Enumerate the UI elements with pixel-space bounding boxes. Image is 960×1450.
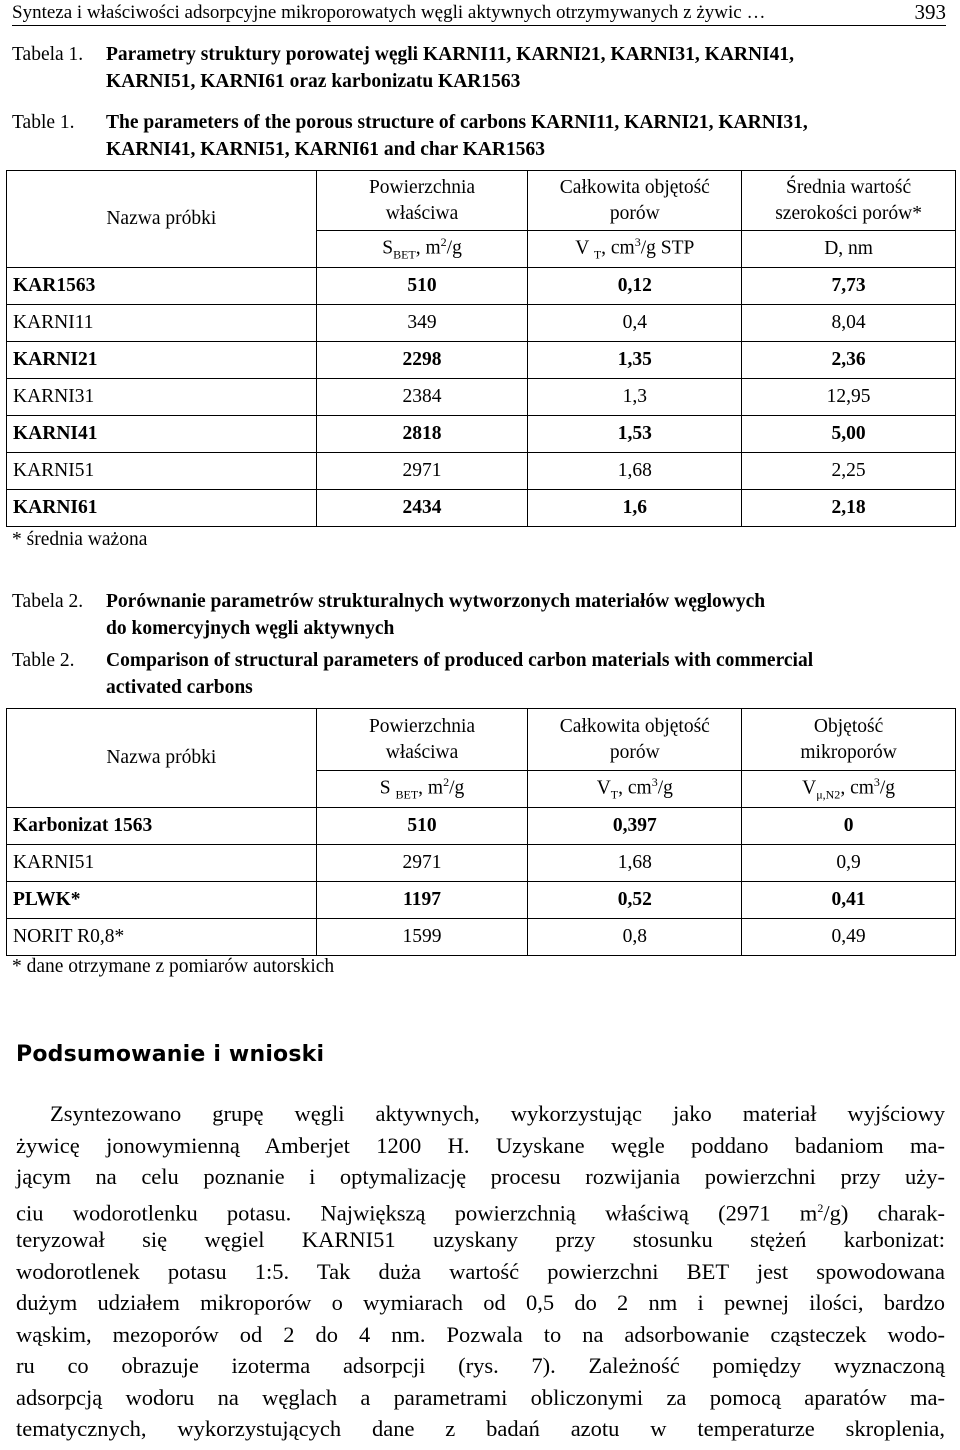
- table2-unit-micro-sub: μ,N2: [816, 787, 841, 802]
- table2-caption-pl-line2: do komercyjnych węgli aktywnych: [106, 618, 395, 639]
- paragraph-line-text: ciu wodorotlenku potasu. Największą powierzchnią właściwą (2971 m: [16, 1200, 818, 1225]
- paragraph-line: [16, 1287, 945, 1319]
- table2-cell-vm: 0,41: [742, 882, 956, 919]
- paragraph-line: [16, 1413, 945, 1445]
- summary-paragraph: [16, 1098, 945, 1445]
- table1-row: [7, 416, 956, 453]
- running-title: Synteza i właściwości adsorpcyjne mikroporowatych węgli aktywnych otrzymywanych z żywic …: [12, 2, 766, 23]
- table2-header-name: Nazwa próbki: [7, 709, 317, 808]
- table1-cell-d: 2,25: [742, 453, 956, 490]
- table2-unit-volume: [528, 771, 742, 808]
- table2-unit-surface-mid: , m: [418, 777, 444, 799]
- table1-cell-d: 12,95: [742, 379, 956, 416]
- table2-header-surface-line2: właściwa: [385, 741, 459, 763]
- table1-cell-d: 2,18: [742, 490, 956, 527]
- table1-cell-v: 1,6: [528, 490, 742, 527]
- paragraph-line-text: jącym na celu poznanie i optymalizację procesu rozwijania powierzchni przy uży-: [16, 1164, 945, 1189]
- table2-caption-pl-text: [106, 588, 946, 642]
- table2-unit-volume-mid: , cm: [618, 777, 652, 799]
- table1-unit-volume: [528, 231, 742, 268]
- table1-cell-name: KARNI51: [7, 453, 317, 490]
- table2-unit-surface-post: /g: [449, 777, 465, 799]
- table2-cell-vm: 0,49: [742, 919, 956, 956]
- table1-cell-v: 0,4: [528, 305, 742, 342]
- table1-caption-en-label: Table 1.: [12, 112, 75, 133]
- table1-cell-s: 2971: [316, 453, 528, 490]
- paragraph-line-text: adsorpcją wodoru na węglach a parametrami obliczonymi za pomocą aparatów ma-: [16, 1384, 945, 1410]
- table2-footnote: * dane otrzymane z pomiarów autorskich: [12, 956, 335, 977]
- table1-cell-v: 1,53: [528, 416, 742, 453]
- table1-cell-s: 2818: [316, 416, 528, 453]
- table1-row: [7, 453, 956, 490]
- table2-cell-name: NORIT R0,8*: [7, 919, 317, 956]
- table2-unit-micro-mid: , cm: [840, 777, 874, 799]
- table1-unit-surface-mid: , m: [415, 237, 441, 259]
- table1-caption-en-text: [106, 109, 946, 163]
- table2-unit-micro-symbol: V: [802, 777, 817, 799]
- table1-cell-name: KAR1563: [7, 268, 317, 305]
- table1-header-volume: [528, 171, 742, 231]
- table2-cell-s: 510: [316, 808, 528, 845]
- table2-cell-v: 0,52: [528, 882, 742, 919]
- section-title: Podsumowanie i wnioski: [16, 1042, 325, 1067]
- table1-header-width: [742, 171, 956, 231]
- table1-body: [7, 268, 956, 527]
- paragraph-line: [16, 1382, 945, 1414]
- paragraph-line: [16, 1130, 945, 1162]
- table2-cell-name: KARNI51: [7, 845, 317, 882]
- table2-unit-volume-symbol: V: [596, 777, 611, 799]
- paragraph-line-text: Zsyntezowano grupę węgli aktywnych, wykorzystując jako materiał wyjściowy: [50, 1101, 945, 1126]
- paragraph-line-text: teryzował się węgiel KARNI51 uzyskany przy stosunku stężeń karbonizat:: [16, 1227, 945, 1252]
- paragraph-line: [16, 1319, 945, 1351]
- table2-header-volume-line2: porów: [609, 741, 660, 763]
- table1-cell-v: 1,3: [528, 379, 742, 416]
- table1-caption-en-line1: The parameters of the porous structure of carbons KARNI11, KARNI21, KARNI31,: [106, 112, 808, 133]
- table2-header-micro-line2: mikroporów: [800, 741, 897, 763]
- table1-cell-name: KARNI31: [7, 379, 317, 416]
- table1-cell-v: 1,68: [528, 453, 742, 490]
- table1-cell-v: 0,12: [528, 268, 742, 305]
- table2-header-surface-line1: Powierzchnia: [368, 715, 476, 737]
- table2-header-surface: [316, 709, 528, 771]
- table1-unit-surface-post: /g: [446, 237, 462, 259]
- table2-caption-pl-line1: Porównanie parametrów strukturalnych wytworzonych materiałów węglowych: [106, 591, 766, 612]
- table1-caption-pl-label: Tabela 1.: [12, 44, 84, 65]
- table1-footnote: * średnia ważona: [12, 529, 148, 550]
- table2-cell-s: 1197: [316, 882, 528, 919]
- paragraph-sup: 2: [817, 1200, 824, 1215]
- table2-caption-en: [12, 647, 952, 707]
- table2: [6, 708, 956, 956]
- table2-cell-s: 2971: [316, 845, 528, 882]
- table1-caption-en-line2: KARNI41, KARNI51, KARNI61 and char KAR1563: [106, 139, 545, 160]
- table2-row: [7, 919, 956, 956]
- table1-row: [7, 268, 956, 305]
- table2-cell-v: 1,68: [528, 845, 742, 882]
- table1-cell-s: 2384: [316, 379, 528, 416]
- table1-caption-pl-line2: KARNI51, KARNI61 oraz karbonizatu KAR1563: [106, 71, 521, 92]
- table1-unit-volume-mid: , cm: [601, 237, 635, 259]
- table2-cell-name: Karbonizat 1563: [7, 808, 317, 845]
- table2-caption-pl: [12, 588, 952, 648]
- table2-cell-v: 0,397: [528, 808, 742, 845]
- running-header: [12, 0, 946, 26]
- table1-cell-d: 7,73: [742, 268, 956, 305]
- table1-unit-volume-symbol: V: [575, 237, 589, 259]
- table1-unit-surface-symbol: S: [382, 237, 394, 259]
- table2-caption-en-line2: activated carbons: [106, 677, 253, 698]
- paragraph-line-text: żywicę jonowymienną Amberjet 1200 H. Uzyskane węgle poddano badaniom ma-: [16, 1132, 945, 1158]
- table1-unit-volume-sub: T: [593, 247, 602, 262]
- paragraph-line: [16, 1256, 945, 1288]
- table1-cell-s: 510: [316, 268, 528, 305]
- paragraph-line-tail: /g) charak-: [823, 1200, 945, 1225]
- table2-cell-s: 1599: [316, 919, 528, 956]
- paragraph-line: [16, 1350, 945, 1382]
- page-number: 393: [914, 0, 946, 24]
- table1-cell-name: KARNI41: [7, 416, 317, 453]
- table2-header-micro: [742, 709, 956, 771]
- table2-unit-micro-sup: 3: [873, 775, 880, 790]
- table1-header-volume-line1: Całkowita objętość: [559, 176, 710, 198]
- table1-cell-d: 5,00: [742, 416, 956, 453]
- table1-unit-width: D, nm: [742, 231, 956, 268]
- table1-header-width-line1: Średnia wartość: [786, 176, 912, 198]
- table2-header-volume-line1: Całkowita objętość: [559, 715, 710, 737]
- table1-row: [7, 379, 956, 416]
- table1-caption-pl-text: [106, 41, 946, 95]
- table1-header-volume-line2: porów: [609, 202, 660, 224]
- table1-cell-d: 8,04: [742, 305, 956, 342]
- paragraph-line-text: wodorotlenek potasu 1:5. Tak duża wartość powierzchni BET jest spowodowana: [16, 1258, 945, 1284]
- table1-unit-surface-sub: BET: [393, 247, 416, 262]
- paragraph-line: [16, 1098, 945, 1130]
- table1-cell-name: KARNI11: [7, 305, 317, 342]
- table2-cell-vm: 0,9: [742, 845, 956, 882]
- table2-cell-v: 0,8: [528, 919, 742, 956]
- table1-header-width-line2: szerokości porów*: [775, 202, 922, 224]
- table2-unit-volume-sup: 3: [651, 775, 658, 790]
- table2-cell-name: PLWK*: [7, 882, 317, 919]
- table1-unit-volume-sup: 3: [634, 235, 641, 250]
- table1-row: [7, 342, 956, 379]
- table2-caption-en-label: Table 2.: [12, 650, 75, 671]
- table1-caption-pl-line1: Parametry struktury porowatej węgli KARNI11, KARNI21, KARNI31, KARNI41,: [106, 44, 795, 65]
- table1-unit-surface-sup: 2: [440, 235, 447, 250]
- table1-row: [7, 305, 956, 342]
- table2-caption-en-text: [106, 647, 946, 701]
- table2-unit-volume-sub: T: [610, 787, 619, 802]
- table1: [6, 170, 956, 527]
- table1-row: [7, 490, 956, 527]
- table1-caption-pl: [12, 41, 952, 101]
- table1-cell-v: 1,35: [528, 342, 742, 379]
- table1-unit-surface: [316, 231, 528, 268]
- table2-row: [7, 882, 956, 919]
- table2-unit-volume-post: /g: [657, 777, 673, 799]
- table2-row: [7, 808, 956, 845]
- table1-cell-s: 2298: [316, 342, 528, 379]
- paragraph-line: [16, 1193, 945, 1225]
- table1-cell-s: 349: [316, 305, 528, 342]
- table2-body: [7, 808, 956, 956]
- paragraph-line-text: ru co obrazuje izoterma adsorpcji (rys. 7). Zależność pomiędzy wyznaczoną: [16, 1353, 945, 1378]
- paragraph-line-text: tematycznych, wykorzystujących dane z badań azotu w temperaturze skroplenia,: [16, 1416, 945, 1441]
- table1-cell-d: 2,36: [742, 342, 956, 379]
- paragraph-line: [16, 1224, 945, 1256]
- table2-header-row: [7, 709, 956, 771]
- table2-unit-surface-sub: BET: [395, 787, 419, 802]
- table2-unit-surface-symbol: S: [379, 777, 396, 799]
- table1-caption-en: [12, 109, 952, 169]
- table2-unit-micro: [742, 771, 956, 808]
- table2-unit-surface-sup: 2: [443, 775, 450, 790]
- table2-caption-pl-label: Tabela 2.: [12, 591, 84, 612]
- paragraph-line-text: wąskim, mezoporów od 2 do 4 nm. Pozwala to na adsorbowanie cząsteczek wodo-: [16, 1321, 945, 1347]
- table1-header-row: [7, 171, 956, 231]
- table2-unit-surface: [316, 771, 528, 808]
- table1-header-name: Nazwa próbki: [7, 171, 317, 268]
- table1-cell-name: KARNI21: [7, 342, 317, 379]
- table1-cell-name: KARNI61: [7, 490, 317, 527]
- paragraph-line: [16, 1161, 945, 1193]
- table2-row: [7, 845, 956, 882]
- table2-unit-micro-post: /g: [879, 777, 896, 799]
- table1-header-surface-line1: Powierzchnia: [368, 176, 476, 198]
- table1-cell-s: 2434: [316, 490, 528, 527]
- table2-header-micro-line1: Objętość: [813, 715, 884, 737]
- paragraph-line-text: dużym udziałem mikroporów o wymiarach od 0,5 do 2 nm i pewnej ilości, bardzo: [16, 1290, 945, 1315]
- table2-cell-vm: 0: [742, 808, 956, 845]
- table1-header-surface-line2: właściwa: [385, 202, 459, 224]
- table1-unit-volume-post: /g STP: [640, 237, 695, 259]
- table2-header-volume: [528, 709, 742, 771]
- table1-header-surface: [316, 171, 528, 231]
- table2-caption-en-line1: Comparison of structural parameters of produced carbon materials with commercial: [106, 650, 814, 671]
